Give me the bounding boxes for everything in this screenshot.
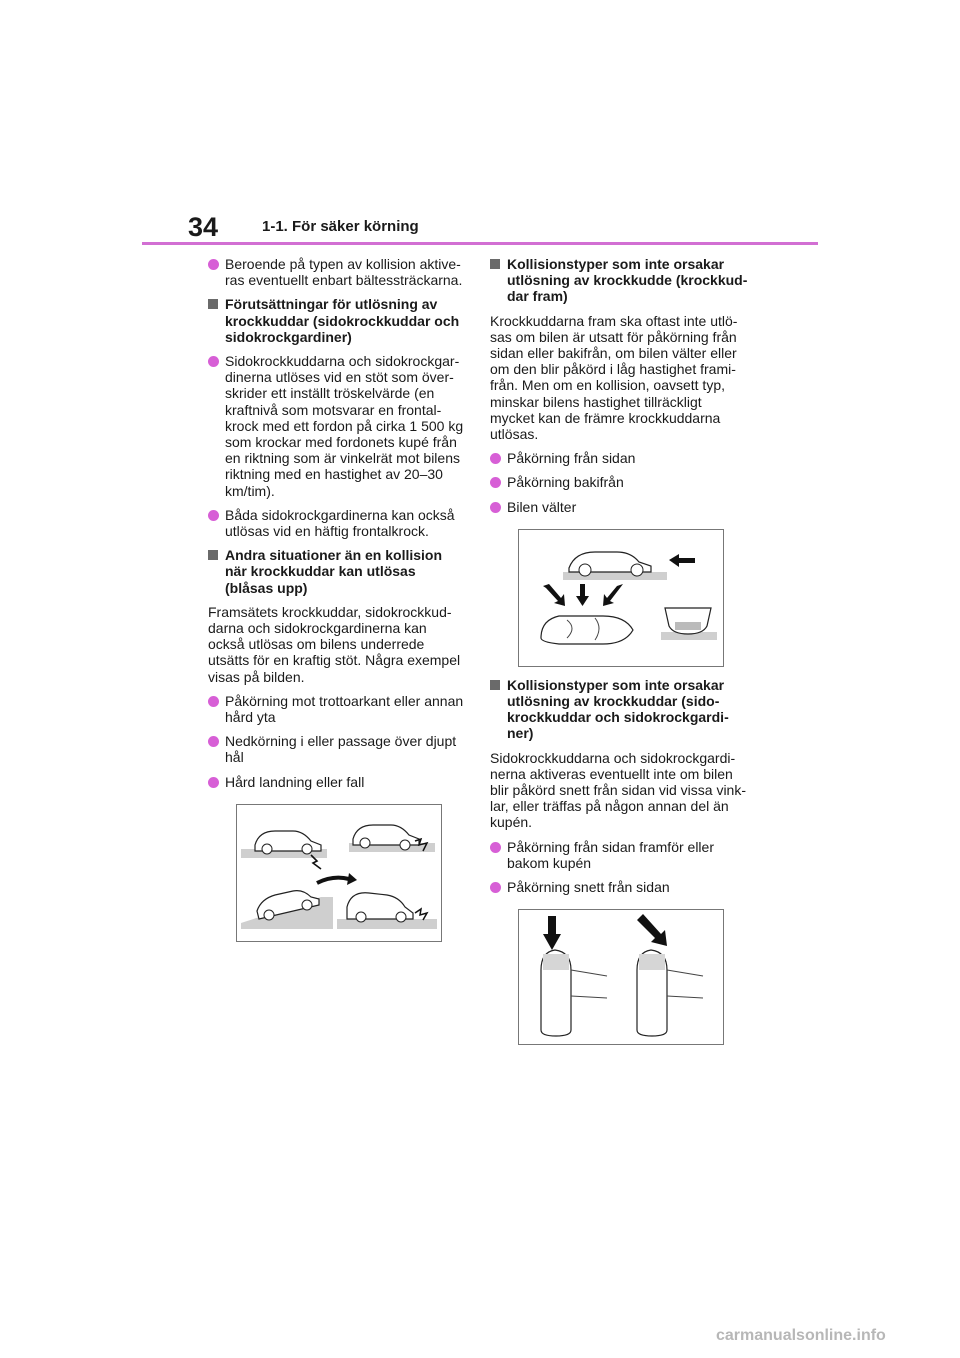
side-rear-rollover-drawing <box>519 530 723 666</box>
page-number: 34 <box>188 212 219 242</box>
bullet-dot-icon <box>208 736 219 747</box>
section-title: 1-1. För säker körning <box>262 218 419 235</box>
bullet-text: Påkörning från sidan <box>507 450 636 467</box>
bullet-text: Påkörning mot trottoarkant eller annan hård yta <box>225 692 464 726</box>
bullet-item <box>490 839 748 871</box>
bullet-text: Påkörning snett från sidan <box>507 879 670 896</box>
illustration-undercarriage-impacts <box>236 804 442 942</box>
bullet-dot-icon <box>490 882 501 893</box>
bullet-item <box>208 256 466 288</box>
bullet-text: Båda sidokrockgardinerna kan också utlösas vid en häftig frontalkrock. <box>225 506 455 540</box>
illustration-front-airbag-non-deploy <box>518 529 724 667</box>
paragraph: Sidokrockkuddarna och sidokrockgardi-nerna aktiveras eventuellt inte om bilen blir påkörd snett från sidan vid vissa vink-lar, eller träffas på någon annan del än kupén. <box>490 749 746 831</box>
bullet-item <box>490 499 748 515</box>
watermark: carmanualsonline.info <box>716 1327 886 1344</box>
square-bullet-icon <box>208 299 218 309</box>
heading-text: Kollisionstyper som inte orsakar utlösning av krockkuddar (sido-krockkuddar och sidokrockgardi-ner) <box>507 676 729 742</box>
illustration-side-airbag-non-deploy <box>518 909 724 1045</box>
heading-text: Andra situationer än en kollision när krockkuddar kan utlösas (blåsas upp) <box>225 547 443 596</box>
bullet-item <box>208 733 466 765</box>
square-bullet-icon <box>490 259 500 269</box>
bullet-dot-icon <box>490 477 501 488</box>
heading-text: Förutsättningar för utlösning av krockkuddar (sidokrockkuddar och sidokrockgardiner) <box>225 296 460 345</box>
oblique-side-impact-drawing <box>519 910 723 1044</box>
heading-text: Kollisionstyper som inte orsakar utlösning av krockkudde (krockkud-dar fram) <box>507 256 748 305</box>
undercarriage-impact-drawing <box>237 805 441 941</box>
section-heading <box>208 547 466 596</box>
bullet-dot-icon <box>208 259 219 270</box>
bullet-text: Nedkörning i eller passage över djupt hål <box>225 733 457 766</box>
bullet-dot-icon <box>490 842 501 853</box>
bullet-dot-icon <box>208 696 219 707</box>
section-heading <box>208 296 466 345</box>
bullet-text: Sidokrockkuddarna och sidokrockgar-dinerna utlöses vid en stöt som över-skrider ett inställt tröskelvärde (en kraftnivå som motsvarar en frontal-krock med ett fordon på cirka 1 500 kg som krockar med fordonets kupé från en riktning som är vinkelrät mot bilens riktning med en hastighet av 20–30 km/tim). <box>225 353 464 499</box>
section-heading <box>490 256 748 305</box>
bullet-item <box>208 774 466 790</box>
bullet-item <box>208 693 466 725</box>
bullet-dot-icon <box>490 453 501 464</box>
square-bullet-icon <box>208 550 218 560</box>
bullet-item <box>490 450 748 466</box>
right-column <box>490 256 748 1055</box>
bullet-text: Påkörning från sidan framför eller bakom kupén <box>507 838 714 871</box>
bullet-text: Bilen välter <box>507 498 577 515</box>
bullet-item <box>208 507 466 539</box>
left-column <box>208 256 466 952</box>
bullet-dot-icon <box>208 510 219 521</box>
bullet-item <box>208 353 466 499</box>
bullet-text: Hård landning eller fall <box>225 773 365 790</box>
section-heading <box>490 677 748 742</box>
paragraph: Framsätets krockkuddar, sidokrockkud-darna och sidokrockgardinerna kan också utlösas om bilens underrede utsätts för en kraftig stöt. Några exempel visas på bilden. <box>208 603 461 685</box>
bullet-text: Påkörning bakifrån <box>507 474 624 491</box>
bullet-dot-icon <box>208 777 219 788</box>
bullet-dot-icon <box>490 502 501 513</box>
header-rule <box>142 242 818 245</box>
bullet-item <box>490 474 748 490</box>
bullet-dot-icon <box>208 356 219 367</box>
square-bullet-icon <box>490 680 500 690</box>
bullet-item <box>490 879 748 895</box>
paragraph: Krockkuddarna fram ska oftast inte utlö-sas om bilen är utsatt för påkörning från sidan eller bakifrån, om bilen välter eller om den blir påkörd i låg hastighet frami-från. Men om en kollision, oavsett typ, minskar bilens hastighet tillräckligt mycket kan de främre krockkuddarna utlösas. <box>490 312 738 443</box>
bullet-text: Beroende på typen av kollision aktive-ras eventuellt enbart bältessträckarna. <box>225 256 463 289</box>
